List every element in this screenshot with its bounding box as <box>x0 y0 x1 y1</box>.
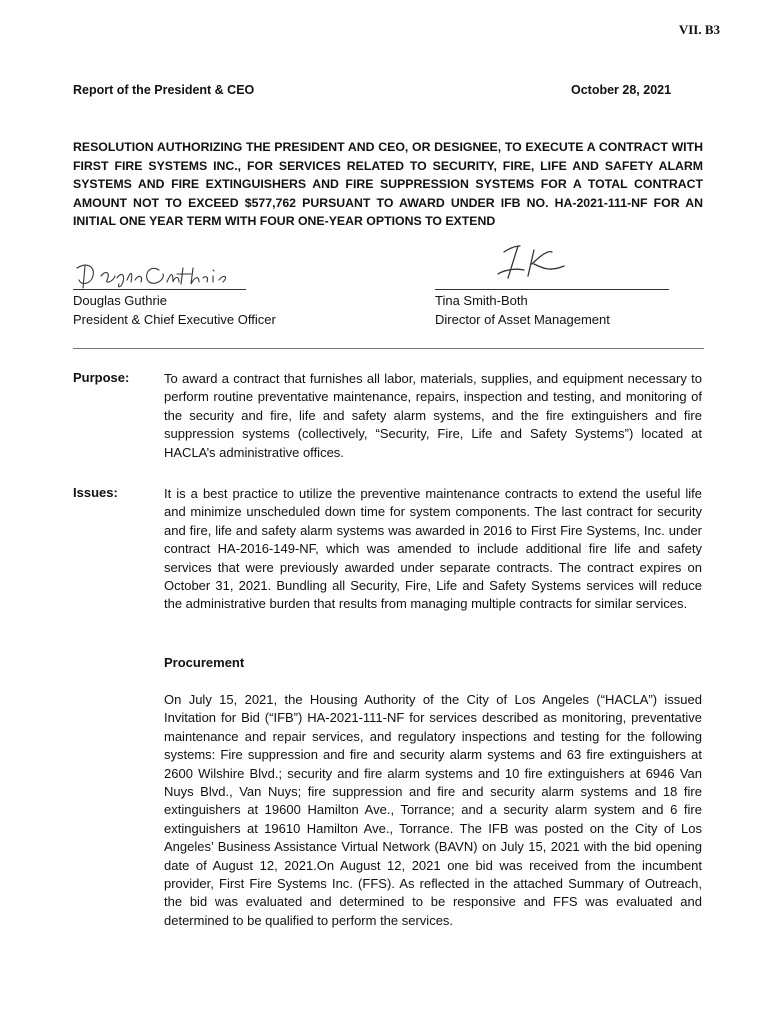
document-reference: VII. B3 <box>678 22 720 37</box>
purpose-text: To award a contract that furnishes all labor, materials, supplies, and equipment necessary to perform routine preventative maintenance, repairs, inspection and testing, and monitoring of the security and fire, life and safety alarm systems, and the fire extinguishers and fire suppression systems (collectively, “Security, Fire, Life and Safety Systems”) located at HACLA’s administrative offices. <box>164 371 702 460</box>
purpose-label: Purpose: <box>73 370 130 385</box>
signatory-2-name: Tina Smith-Both <box>435 293 528 308</box>
signatory-1-title: President & Chief Executive Officer <box>73 311 276 327</box>
report-title: Report of the President & CEO <box>73 83 255 97</box>
signatory-2-title: Director of Asset Management <box>435 311 610 327</box>
signatory-2-block <box>435 292 610 329</box>
procurement-text: On July 15, 2021, the Housing Authority of the City of Los Angeles (“HACLA”) issued Invitation for Bid (“IFB”) HA-2021-111-NF for services described as monitoring, preventative maintenance and repair services, and regulatory inspections and testing for the following systems: Fire suppression and fire and security alarm systems and 63 fire extinguishers at 2600 Wilshire Blvd.; security and fire alarm systems and 10 fire extinguishers at 6946 Van Nuys Blvd., Van Nuys; fire suppression and fire and security alarm systems and 18 fire extinguishers at 19600 Hamilton Ave., Torrance; and a security alarm system and 6 fire extinguishers at 19610 Hamilton Ave., Torrance. The IFB was posted on the City of Los Angeles’ Business Assistance Virtual Network (BAVN) on July 15, 2021 with the bid opening date of August 12, 2021.On August 12, 2021 one bid was received from the incumbent provider, First Fire Systems Inc. (FFS). As reflected in the attached Summary of Outreach, the bid was evaluated and determined to be responsive and FFS was evaluated and determined to be qualified to perform the services. <box>164 692 702 928</box>
section-divider <box>73 348 704 349</box>
issues-text: It is a best practice to utilize the preventive maintenance contracts to extend the useful life and minimize unscheduled down time for system components. The last contract for security and fire, life and safety alarm systems was awarded in 2016 to First Fire Systems, Inc. under contract HA-2016-149-NF, which was amended to include additional fire life and safety services that were previously awarded under separate contracts. The contract expires on October 31, 2021. Bundling all Security, Fire, Life and Safety Systems services will reduce the administrative burden that results from managing multiple contracts for similar services. <box>164 486 702 612</box>
signature-line-2 <box>435 289 669 290</box>
report-date: October 28, 2021 <box>571 83 672 97</box>
resolution-title: RESOLUTION AUTHORIZING THE PRESIDENT AND CEO, OR DESIGNEE, TO EXECUTE A CONTRACT WITH FIRST FIRE SYSTEMS INC., FOR SERVICES RELATED TO SECURITY, FIRE, LIFE AND SAFETY ALARM SYSTEMS AND FIRE EXTINGUISHERS AND FIRE SUPPRESSION SYSTEMS FOR A TOTAL CONTRACT AMOUNT NOT TO EXCEED $577,762 PURSUANT TO AWARD UNDER IFB NO. HA-2021-111-NF FOR AN INITIAL ONE YEAR TERM WITH FOUR ONE-YEAR OPTIONS TO EXTEND <box>73 140 703 229</box>
procurement-heading: Procurement <box>164 655 245 670</box>
issues-label: Issues: <box>73 485 118 500</box>
signatory-1-block <box>73 292 276 329</box>
signature-line-1 <box>73 289 246 290</box>
signature-tina-smith-both <box>490 240 580 284</box>
signature-douglas-guthrie <box>73 258 233 290</box>
signatory-1-name: Douglas Guthrie <box>73 293 167 308</box>
